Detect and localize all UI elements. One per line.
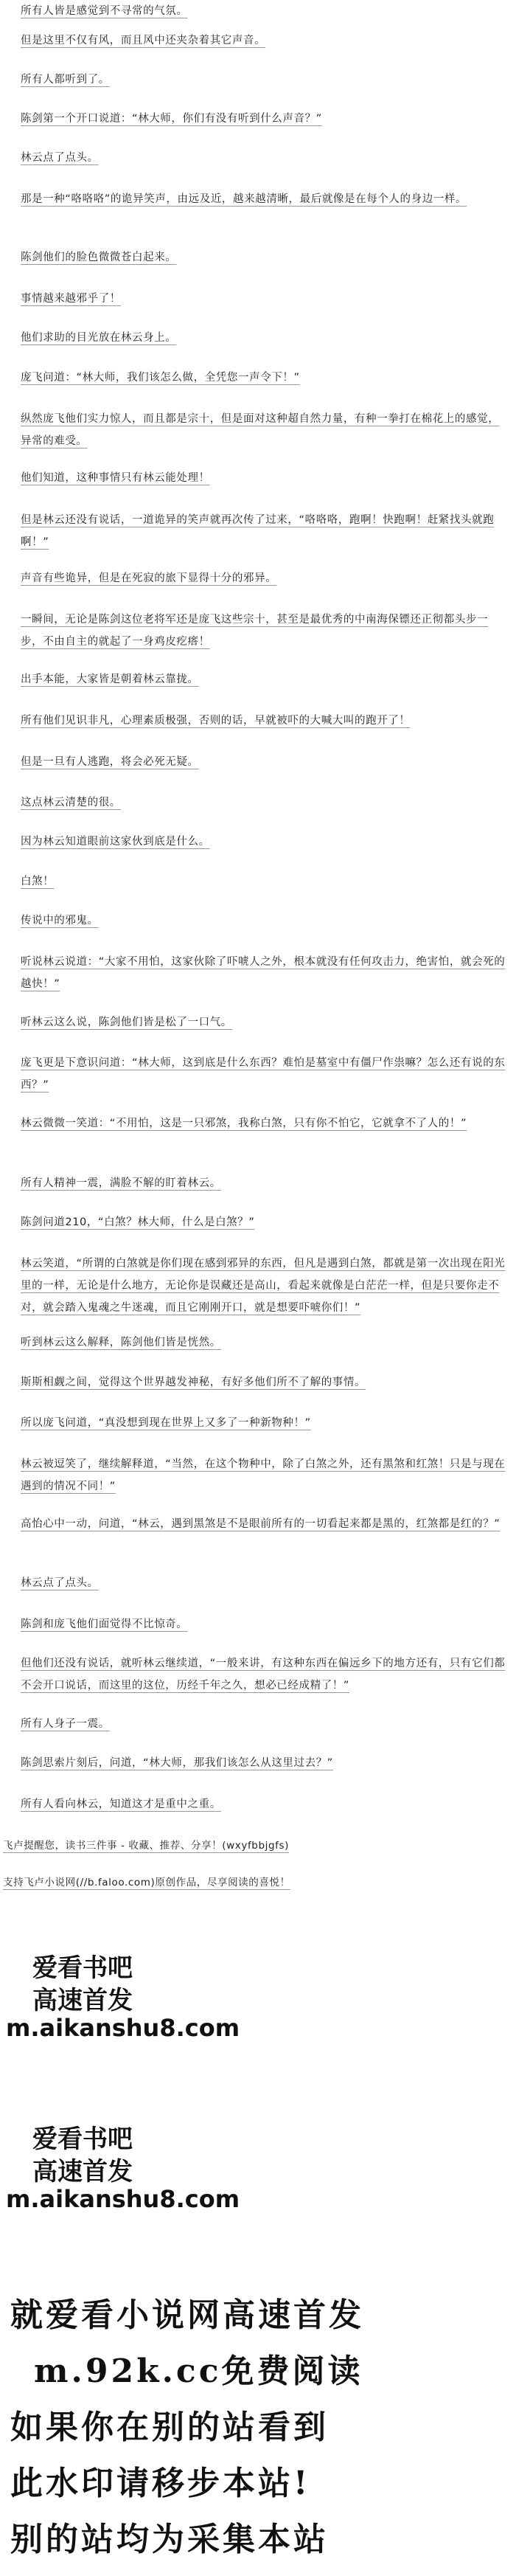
- paragraph: 那是一种“咯咯咯”的诡异笑声，由远及近，越来越清晰，最后就像是在每个人的身边一样。: [21, 193, 467, 205]
- paragraph: 林云点了点头。: [21, 152, 99, 164]
- paragraph: 他们求助的目光放在林云身上。: [21, 332, 177, 344]
- paragraph: 纵然庞飞他们实力惊人，而且都是宗十，但是面对这种超自然力量，有种一拳打在棉花上的感觉，异常的难受。: [21, 413, 500, 447]
- paragraph: 陈剑问道210，“白煞？林大师，什么是白煞？”: [21, 1216, 255, 1228]
- paragraph: 声音有些诡异，但是在死寂的旅下显得十分的邪异。: [21, 572, 277, 584]
- paragraph: 因为林云知道眼前这家伙到底是什么。: [21, 836, 210, 848]
- paragraph: 飞卢提醒您，读书三件事 - 收藏、推荐、分享！(wxyfbbjgfs): [3, 1840, 290, 1852]
- watermark-line: 如果你在别的站看到: [10, 2409, 329, 2446]
- paragraph: 一瞬间，无论是陈剑这位老将军还是庞飞这些宗十，甚至是最优秀的中南海保镖还正彻都头步一步，不由自主的就起了一身鸡皮疙瘩！: [21, 614, 489, 648]
- promo-site-name: 爱看书吧: [32, 1953, 133, 1983]
- watermark-line: 此水印请移步本站!: [10, 2465, 311, 2502]
- paragraph: 白煞！: [21, 876, 55, 887]
- paragraph: 所有人身子一震。: [21, 1718, 110, 1730]
- paragraph: 斯斯相觑之间，觉得这个世界越发神秘，有好多他们所不了解的事情。: [21, 1377, 366, 1388]
- paragraph: 陈剑他们的脸色微微苍白起来。: [21, 252, 177, 263]
- promo-slogan: 高速首发: [32, 2157, 133, 2187]
- promo-url: m.aikanshu8.com: [6, 2014, 240, 2042]
- watermark-line: m.92k.cc免费阅读: [34, 2352, 363, 2390]
- paragraph: 所有人皆是感觉到不寻常的气氛。: [21, 5, 188, 17]
- promo-url: m.aikanshu8.com: [6, 2185, 240, 2213]
- paragraph: 支持飞卢小说网(//b.faloo.com)原创作品，尽享阅读的喜悦！: [3, 1877, 290, 1888]
- paragraph: 所有他们见识非凡，心理素质极强，否则的话，早就被吓的大喊大叫的跑开了！: [21, 715, 411, 727]
- paragraph: 庞飞更是下意识问道：“林大师，这到底是什么东西？难怕是墓室中有僵尸作祟嘛？怎么还有说的东西？”: [21, 1057, 506, 1091]
- watermark-line: 就爱看小说网高速首发: [10, 2296, 364, 2334]
- paragraph: 传说中的邪鬼。: [21, 915, 99, 927]
- paragraph: 高怡心中一动，问道，“林云，遇到黑煞是不是眼前所有的一切看起来都是黑的，红煞都是红的？”: [21, 1518, 501, 1530]
- paragraph: 出手本能，大家皆是朝着林云靠拢。: [21, 674, 199, 685]
- paragraph: 但是一旦有人逃跑，将会必死无疑。: [21, 756, 199, 768]
- paragraph: 听林云这么说，陈剑他们皆是松了一口气。: [21, 1017, 232, 1028]
- promo-slogan: 高速首发: [32, 1986, 133, 2015]
- paragraph: 听到林云这么解释，陈剑他们皆是恍然。: [21, 1337, 221, 1348]
- paragraph: 所以庞飞问道，“真没想到现在世界上又多了一种新物种！”: [21, 1417, 311, 1429]
- paragraph: 事情越来越邪乎了！: [21, 293, 121, 305]
- paragraph: 林云被逗笑了，继续解释道，“当然，在这个物种中，除了白煞之外，还有黑煞和红煞！只是与现在遇到的情况不同！”: [21, 1458, 506, 1492]
- paragraph: 这点林云清楚的很。: [21, 797, 121, 809]
- paragraph: 陈剑和庞飞他们面觉得不比惊奇。: [21, 1618, 188, 1630]
- paragraph: 但他们还没有说话，就听林云继续道，“一般来讲，有这种东西在偏远乡下的地方还有，只有它们都不会开口说话，而这里的这位，历经千年之久，想必已经成精了！”: [21, 1658, 506, 1692]
- paragraph: 听说林云说道：“大家不用怕，这家伙除了吓唬人之外，根本就没有任何攻击力，绝害怕，就会死的越快！”: [21, 956, 506, 990]
- promo-block: [0, 2119, 516, 2215]
- paragraph: 陈剑第一个开口说道：“林大师，你们有没有听到什么声音？”: [21, 113, 322, 125]
- paragraph: 林云点了点头。: [21, 1577, 99, 1589]
- paragraph: 所有人看向林云，知道这才是重中之重。: [21, 1798, 221, 1810]
- promo-site-name: 爱看书吧: [32, 2125, 133, 2154]
- paragraph: 林云微微一笑道：“不用怕，这是一只邪煞，我称白煞，只有你不怕它，它就拿不了人的！”: [21, 1118, 467, 1129]
- paragraph: 但是这里不仅有风，而且风中还夹杂着其它声音。: [21, 35, 266, 46]
- paragraph: 所有人精神一震，满脸不解的盯着林云。: [21, 1177, 221, 1189]
- promo-block: [0, 1947, 516, 2043]
- paragraph: 庞飞问道：“林大师，我们该怎么做，全凭您一声令下！”: [21, 372, 300, 384]
- watermark-line: 别的站均为采集本站: [10, 2521, 329, 2558]
- paragraph: 林云笑道，“所谓的白煞就是你们现在感到邪异的东西，但凡是遇到白煞，都就是第一次出现在阳光里的一样，无论是什么地方，无论你是误藏还是高山，看起来就像是白茫茫一样，但是只要你走不对，就会踏入鬼魂之牛迷魂，而且它刚刚开口，就是想要吓唬你们！”: [21, 1258, 506, 1314]
- paragraph: 但是林云还没有说话，一道诡异的笑声就再次传了过来，“咯咯咯，跑啊！快跑啊！赶紧找头就跑啊！”: [21, 514, 495, 548]
- paragraph: 所有人都听到了。: [21, 74, 110, 86]
- paragraph: 他们知道，这种事情只有林云能处理！: [21, 472, 210, 484]
- paragraph: 陈剑思索片刻后，问道，“林大师，那我们该怎么从这里过去？”: [21, 1757, 333, 1769]
- watermark-notice: [0, 2288, 516, 2576]
